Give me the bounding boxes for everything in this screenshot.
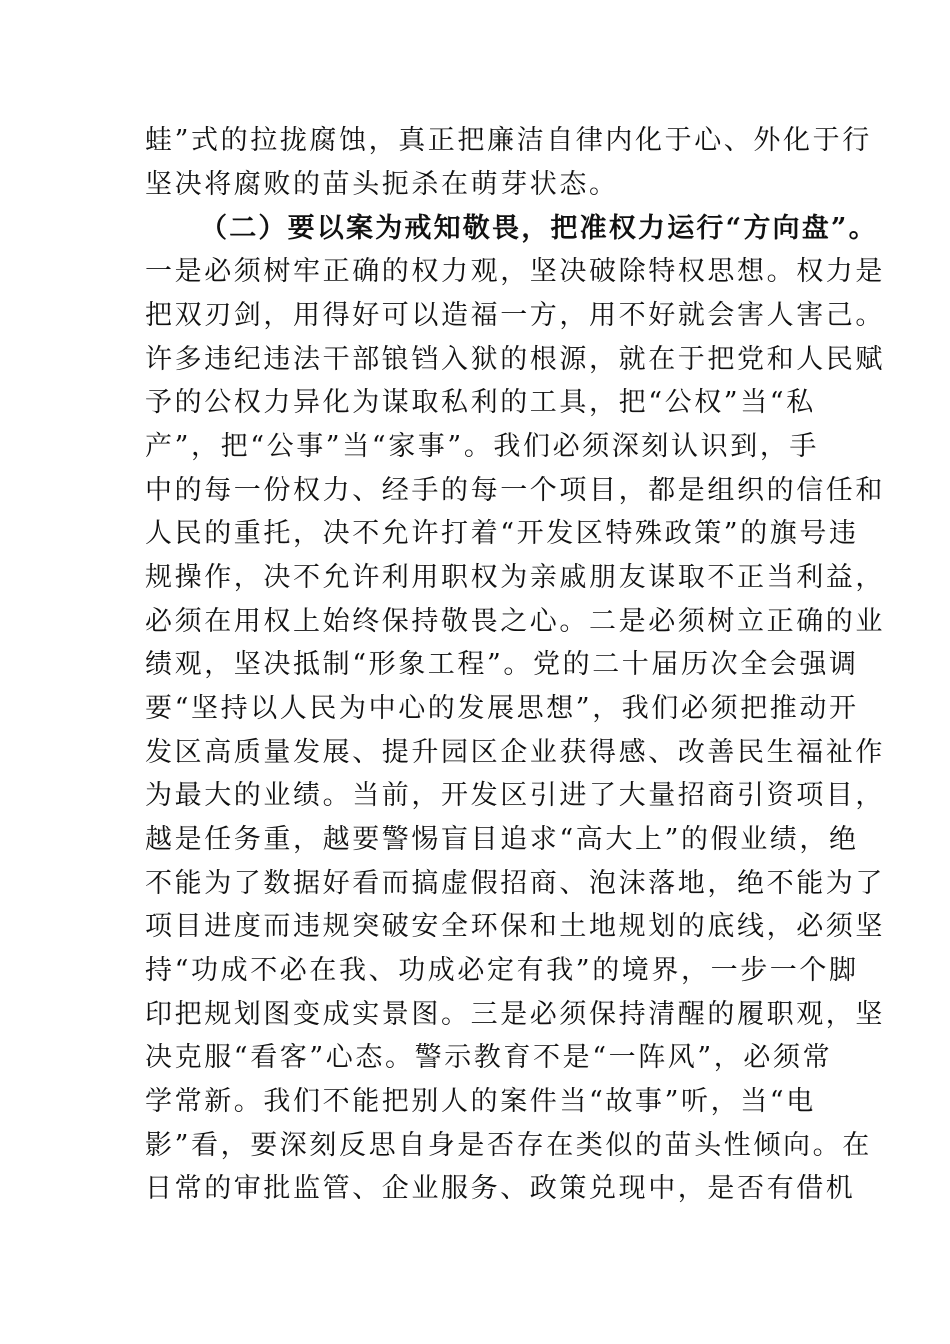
text-line: 一是必须树牢正确的权力观，坚决破除特权思想。权力是 xyxy=(145,256,885,287)
text-line: 要“坚持以人民为中心的发展思想”，我们必须把推动开 xyxy=(145,693,859,724)
text-line: 产”，把“公事”当“家事”。我们必须深刻认识到，手 xyxy=(145,431,820,462)
text-line: 为最大的业绩。当前，开发区引进了大量招商引资项目， xyxy=(145,780,885,811)
text-line: 人民的重托，决不允许打着“开发区特殊政策”的旗号违 xyxy=(145,518,859,549)
text-line: 把双刃剑，用得好可以造福一方，用不好就会害人害己。 xyxy=(145,300,885,331)
text-line: 印把规划图变成实景图。三是必须保持清醒的履职观，坚 xyxy=(145,999,885,1030)
text-line: 不能为了数据好看而搞虚假招商、泡沫落地，绝不能为了 xyxy=(145,868,885,899)
text-line: 越是任务重，越要警惕盲目追求“高大上”的假业绩，绝 xyxy=(145,824,859,855)
text-line: 决克服“看客”心态。警示教育不是“一阵风”，必须常 xyxy=(145,1042,833,1073)
text-line: 许多违纪违法干部锒铛入狱的根源，就在于把党和人民赋 xyxy=(145,344,885,375)
text-line: 予的公权力异化为谋取私利的工具，把“公权”当“私 xyxy=(145,387,816,418)
text-line: 发区高质量发展、提升园区企业获得感、改善民生福祉作 xyxy=(145,737,885,768)
text-line: 绩观，坚决抵制“形象工程”。党的二十届历次全会强调 xyxy=(145,649,859,680)
text-line: 中的每一份权力、经手的每一个项目，都是组织的信任和 xyxy=(145,475,885,506)
text-line: 持“功成不必在我、功成必定有我”的境界，一步一个脚 xyxy=(145,955,859,986)
text-line: 规操作，决不允许利用职权为亲戚朋友谋取不正当利益， xyxy=(145,562,885,593)
text-line: 必须在用权上始终保持敬畏之心。二是必须树立正确的业 xyxy=(145,606,885,637)
text-line: 学常新。我们不能把别人的案件当“故事”听，当“电 xyxy=(145,1086,816,1117)
text-line: 坚决将腐败的苗头扼杀在萌芽状态。 xyxy=(145,169,619,200)
text-line: 蛙”式的拉拢腐蚀，真正把廉洁自律内化于心、外化于行 xyxy=(145,125,872,156)
text-line: 项目进度而违规突破安全环保和土地规划的底线，必须坚 xyxy=(145,911,885,942)
text-line: 日常的审批监管、企业服务、政策兑现中，是否有借机 xyxy=(145,1173,856,1204)
section-heading: （二）要以案为戒知敬畏，把准权力运行“方向盘”。 xyxy=(200,213,878,244)
text-line: 影”看，要深刻反思自身是否存在类似的苗头性倾向。在 xyxy=(145,1130,872,1161)
